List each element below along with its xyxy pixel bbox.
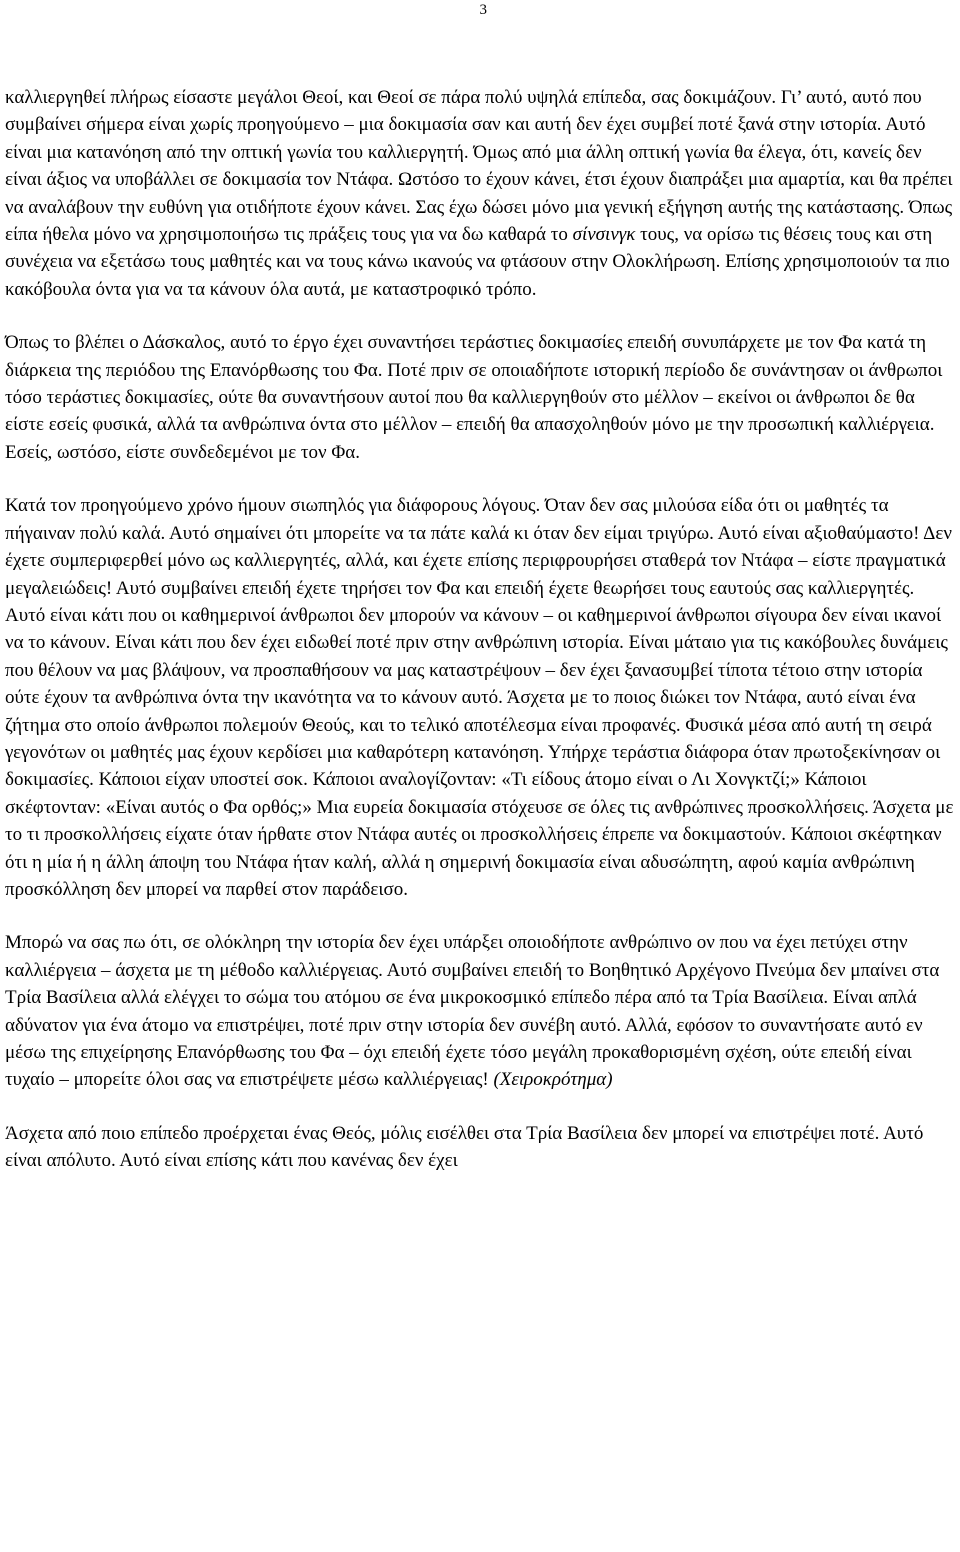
paragraph-1-italic-term: σίνσινγκ bbox=[572, 224, 636, 246]
paragraph-4-applause-note: (Χειροκρότημα) bbox=[493, 1069, 613, 1091]
document-body bbox=[5, 84, 955, 1175]
paragraph-3-text: Κατά τον προηγούμενο χρόνο ήμουν σιωπηλός για διάφορους λόγους. Όταν δεν σας μιλούσα είδα ότι οι μαθητές τα πήγαιναν πολύ καλά. Αυτό σημαίνει ότι μπορείτε να τα πάτε καλά κι όταν δεν είμαι τριγύρω. Αυτό είναι αξιοθαύμαστο! Δεν έχετε συμπεριφερθεί μόνο ως καλλιεργητές, αλλά, και έχετε επίσης περιφρουρήσει σταθερά τον Ντάφα – είστε πραγματικά μεγαλειώδεις! Αυτό συμβαίνει επειδή έχετε τηρήσει τον Φα και επειδή έχετε θεωρήσει τους εαυτούς σας καλλιεργητές. Αυτό είναι κάτι που οι καθημερινοί άνθρωποι δεν μπορούν να κάνουν – οι καθημερινοί άνθρωποι σίγουρα δεν είναι ικανοί να το κάνουν. Είναι κάτι που δεν έχει ειδωθεί ποτέ πριν στην ανθρώπινη ιστορία. Είναι μάταιο για τις κακόβουλες δυνάμεις που θέλουν να μας βλάψουν, να προσπαθήσουν να μας καταστρέψουν – δεν έχει ξανασυμβεί τίποτα τέτοιο στην ιστορία ούτε έχουν τα ανθρώπινα όντα την ικανότητα να το κάνουν αυτό. Άσχετα με το ποιος διώκει τον Ντάφα, αυτό είναι ένα ζήτημα στο οποίο άνθρωποι πολεμούν Θεούς, και το τελικό αποτέλεσμα είναι προφανές. Φυσικά μέσα από αυτή τη σειρά γεγονότων οι μαθητές μας έχουν κερδίσει μια καθαρότερη κατανόηση. Υπήρχε τεράστια διάφορα όταν πρωτοξεκίνησαν οι δοκιμασίες. Κάποιοι είχαν υποστεί σοκ. Κάποιοι αναλογίζονταν: «Τι είδους άτομο είναι ο Λι Χονγκτζί;» Κάποιοι σκέφτονταν: «Είναι αυτός ο Φα ορθός;» Μια ευρεία δοκιμασία στόχευσε σε όλες τις ανθρώπινες προσκολλήσεις. Άσχετα με το τι προσκολλήσεις είχατε όταν ήρθατε στον Ντάφα αυτές οι προσκολλήσεις έπρεπε να δοκιμαστούν. Κάποιοι σκέφτηκαν ότι η μία ή η άλλη άποψη του Ντάφα ήταν καλή, αλλά η σημερινή δοκιμασία είναι αδυσώπητη, αφού καμία ανθρώπινη προσκόλληση δεν μπορεί να παρθεί στον παράδεισο. bbox=[5, 495, 954, 900]
paragraph-1-text-a: καλλιεργηθεί πλήρως είσαστε μεγάλοι Θεοί, και Θεοί σε πάρα πολύ υψηλά επίπεδα, σας δοκιμάζουν. Γι’ αυτό, αυτό που συμβαίνει σήμερα είναι χωρίς προηγούμενο – μια δοκιμασία σαν και αυτή δεν έχει συμβεί ποτέ ξανά στην ιστορία. Αυτό είναι μια κατανόηση από την οπτική γωνία του καλλιεργητή. Όμως από μια άλλη οπτική γωνία θα έλεγα, ότι, κανείς δεν είναι άξιος να υποβάλλει σε δοκιμασία τον Ντάφα. Ωστόσο το έχουν κάνει, έτσι έχουν διαπράξει μια αμαρτία, και θα πρέπει να αναλάβουν την ευθύνη για οτιδήποτε έχουν κάνει. Σας έχω δώσει μόνο μια γενική εξήγηση αυτής της κατάστασης. Όπως είπα ήθελα μόνο να χρησιμοποιήσω τις πράξεις τους για να δω καθαρά το bbox=[5, 87, 953, 246]
page-number: 3 bbox=[479, 2, 487, 18]
paragraph-5-text: Άσχετα από ποιο επίπεδο προέρχεται ένας Θεός, μόλις εισέλθει στα Τρία Βασίλεια δεν μπορεί να επιστρέψει ποτέ. Αυτό είναι απόλυτο. Αυτό είναι επίσης κάτι που κανένας δεν έχει bbox=[5, 1122, 924, 1172]
paragraph-5 bbox=[5, 1120, 955, 1175]
paragraph-1-text-b: τους, να ορίσω τις θέσεις τους και στη συνέχεια να εξετάσω τους μαθητές και να τους κάνω ικανούς να φτάσουν στην Ολοκλήρωση. Επίσης χρησιμοποιούν τα πιο κακόβουλα όντα για να τα κάνουν όλα αυτά, με καταστροφικό τρόπο. bbox=[5, 224, 950, 300]
paragraph-2-text: Όπως το βλέπει ο Δάσκαλος, αυτό το έργο έχει συναντήσει τεράστιες δοκιμασίες επειδή συνυπάρχετε με τον Φα κατά τη διάρκεια της περιόδου της Επανόρθωσης του Φα. Ποτέ πριν σε οποιαδήποτε ιστορική περίοδο δε συνάντησαν οι άνθρωποι τόσο τεράστιες δοκιμασίες, ούτε θα συναντήσουν αυτοί που θα καλλιεργηθούν στο μέλλον – εκείνοι οι άνθρωποι δε θα είστε εσείς φυσικά, αλλά τα ανθρώπινα όντα στο μέλλον – επειδή θα απασχοληθούν μόνο με την προσωπική καλλιέργεια. Εσείς, ωστόσο, είστε συνδεδεμένοι με τον Φα. bbox=[5, 332, 943, 463]
paragraph-4 bbox=[5, 929, 955, 1093]
paragraph-3 bbox=[5, 492, 955, 903]
paragraph-4-text: Μπορώ να σας πω ότι, σε ολόκληρη την ιστορία δεν έχει υπάρξει οποιοδήποτε ανθρώπινο ον που να έχει πετύχει στην καλλιέργεια – άσχετα με τη μέθοδο καλλιέργειας. Αυτό συμβαίνει επειδή το Βοηθητικό Αρχέγονο Πνεύμα δεν μπαίνει στα Τρία Βασίλεια αλλά ελέγχει το σώμα του ατόμου σε ένα μικροκοσμικό επίπεδο πέρα από τα Τρία Βασίλεια. Είναι απλά αδύνατον για ένα άτομο να επιστρέψει, ποτέ πριν στην ιστορία δεν συνέβη αυτό. Αλλά, εφόσον το συναντήσατε αυτό εν μέσω της επιχείρησης Επανόρθωσης του Φα – όχι επειδή έχετε τόσο μεγάλη προκαθορισμένη σχέση, ούτε επειδή είναι τυχαίο – μπορείτε όλοι σας να επιστρέψετε μέσω καλλιέργειας! bbox=[5, 932, 940, 1091]
paragraph-2 bbox=[5, 329, 955, 466]
paragraph-1 bbox=[5, 84, 955, 303]
